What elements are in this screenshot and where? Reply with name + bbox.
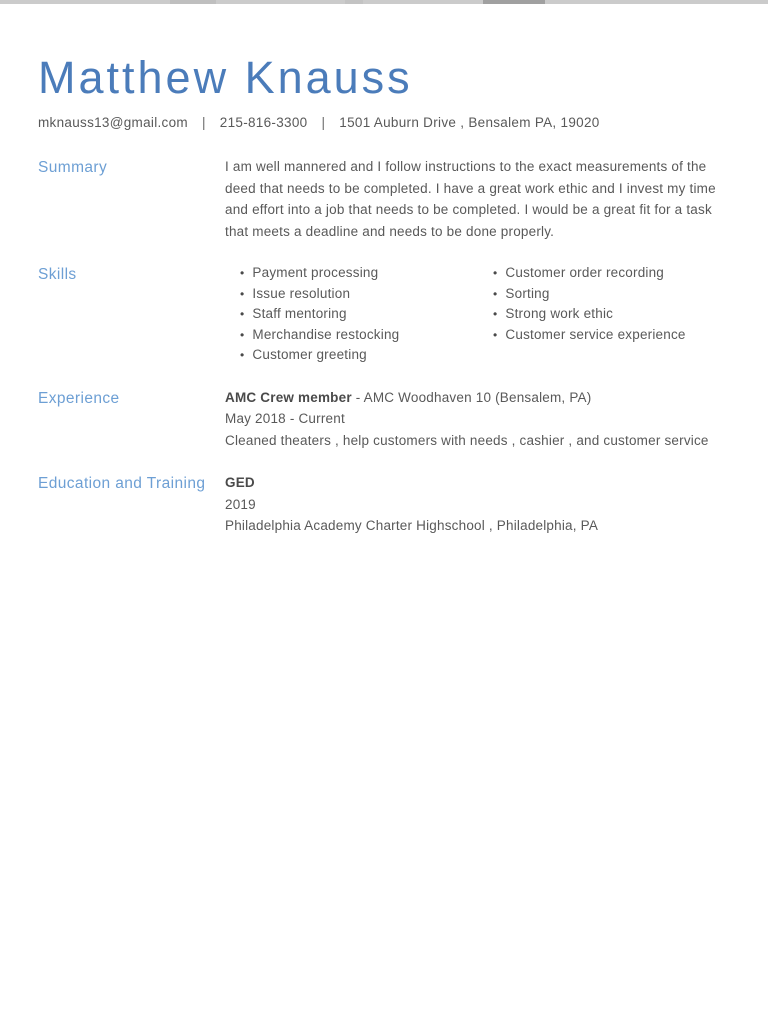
summary-text: I am well mannered and I follow instructions to the exact measurements of the deed that needs to be completed. I have a great work ethic and I invest my time and effort into a job that needs to be completed. I would be a great fit for a task that meets a deadline and needs to be done properly. xyxy=(225,159,716,239)
skill-item xyxy=(493,304,725,325)
contact-phone: 215-816-3300 xyxy=(219,115,308,130)
skill-label: Staff mentoring xyxy=(252,306,347,321)
skill-label: Customer service experience xyxy=(505,326,686,342)
job-description: Cleaned theaters , help customers with needs , cashier , and customer service xyxy=(225,432,709,448)
skill-label: Customer greeting xyxy=(252,347,367,362)
skills-columns xyxy=(225,263,725,366)
person-name: Matthew Knauss xyxy=(38,52,413,103)
job-title-line xyxy=(225,387,722,409)
bullet-icon: • xyxy=(493,307,498,321)
skill-item xyxy=(240,345,493,366)
section-summary xyxy=(38,156,722,242)
skill-item xyxy=(240,263,493,284)
bullet-icon: • xyxy=(493,327,498,342)
bullet-icon: • xyxy=(493,286,498,301)
section-label-summary: Summary xyxy=(38,159,108,176)
section-label-experience: Experience xyxy=(38,389,120,407)
contact-separator: | xyxy=(201,115,206,130)
job-dates: May 2018 - Current xyxy=(225,411,345,426)
contact-line xyxy=(38,115,722,130)
contact-separator: | xyxy=(321,115,326,130)
bullet-icon: • xyxy=(240,286,245,301)
skill-label: Sorting xyxy=(505,285,550,301)
skills-column-1 xyxy=(240,263,493,366)
section-label-education: Education and Training xyxy=(38,475,206,492)
skill-label: Merchandise restocking xyxy=(252,326,400,342)
skill-item xyxy=(240,325,493,346)
bullet-icon: • xyxy=(493,266,498,280)
bullet-icon: • xyxy=(240,307,245,321)
job-title: AMC Crew member xyxy=(225,389,352,405)
skill-item xyxy=(240,284,493,305)
skill-item xyxy=(240,304,493,325)
education-entry xyxy=(225,472,722,537)
section-skills xyxy=(38,263,722,366)
bullet-icon: • xyxy=(240,348,245,362)
bullet-icon: • xyxy=(240,266,245,280)
experience-entry xyxy=(225,387,722,452)
skill-item xyxy=(493,325,725,346)
bullet-icon: • xyxy=(240,327,245,342)
skill-item xyxy=(493,263,725,284)
graduation-year: 2019 xyxy=(225,496,256,512)
skill-label: Payment processing xyxy=(252,265,379,280)
skills-column-2 xyxy=(493,263,725,366)
section-education xyxy=(38,472,722,537)
contact-address: 1501 Auburn Drive , Bensalem PA, 19020 xyxy=(339,115,600,130)
job-company: - AMC Woodhaven 10 (Bensalem, PA) xyxy=(351,389,592,405)
section-experience xyxy=(38,387,722,452)
skill-label: Customer order recording xyxy=(505,265,665,280)
skill-label: Strong work ethic xyxy=(505,306,614,321)
resume-sections xyxy=(38,156,722,537)
skill-item xyxy=(493,284,725,305)
section-label-skills: Skills xyxy=(38,266,77,283)
contact-email: mknauss13@gmail.com xyxy=(38,115,188,130)
skill-label: Issue resolution xyxy=(252,285,351,301)
degree: GED xyxy=(225,475,255,490)
school-name: Philadelphia Academy Charter Highschool , Philadelphia, PA xyxy=(225,518,599,533)
